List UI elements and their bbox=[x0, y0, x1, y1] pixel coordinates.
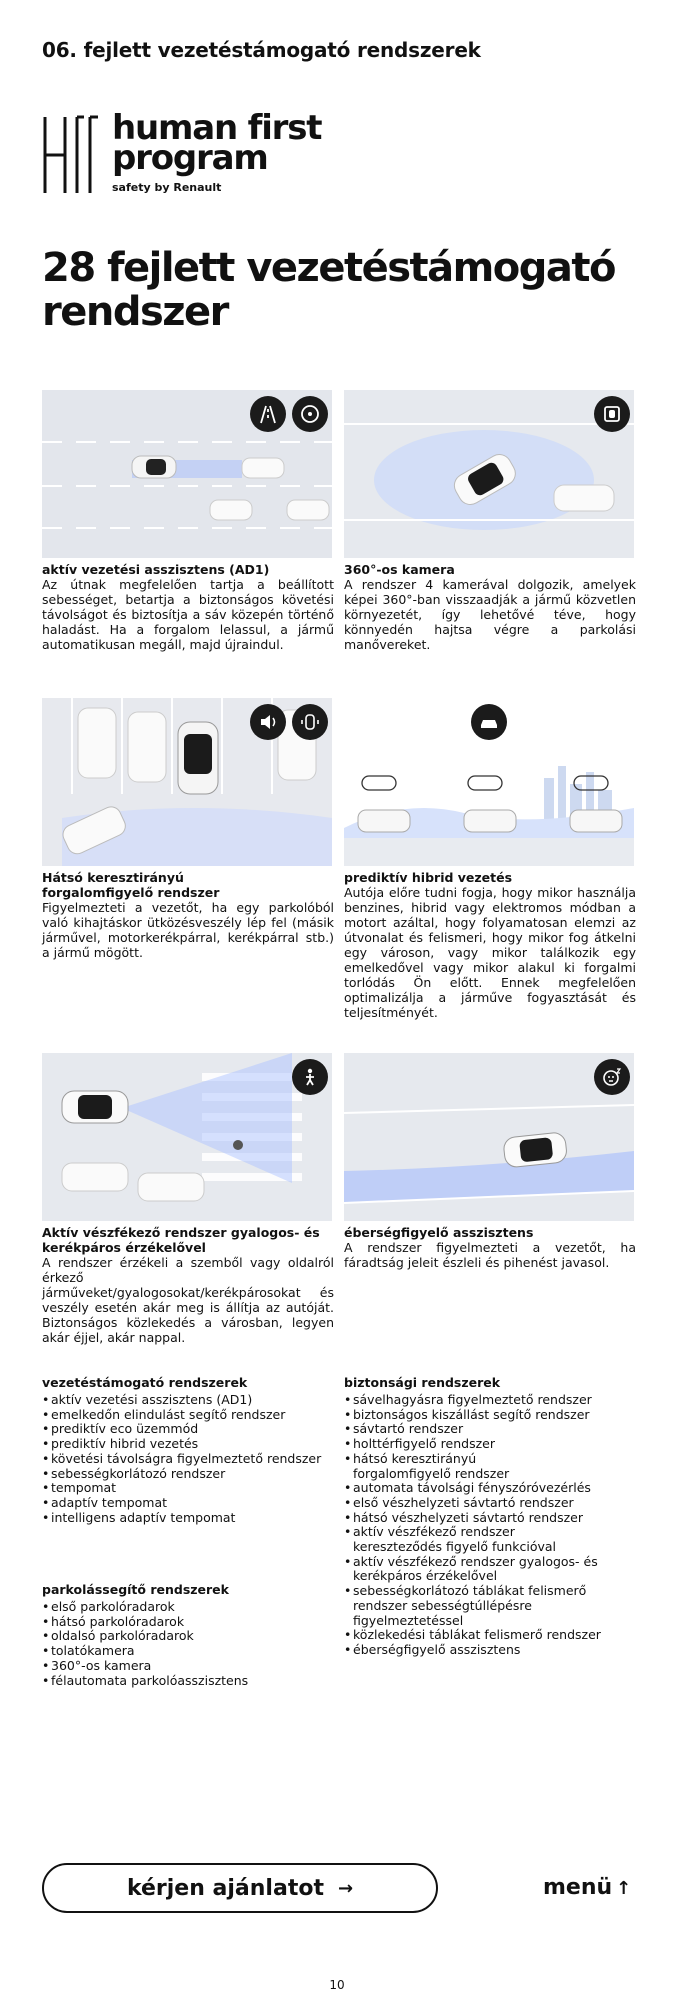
card-image-adas bbox=[42, 390, 332, 558]
list-item: • tolatókamera bbox=[42, 1644, 332, 1659]
list-item: • hátsó parkolóradarok bbox=[42, 1615, 332, 1630]
drowsiness-illustration bbox=[344, 1053, 634, 1221]
highway-illustration bbox=[42, 390, 332, 558]
steering-wheel-icon bbox=[292, 396, 328, 432]
card-image-360-camera bbox=[344, 390, 634, 558]
list-item: • prediktív hibrid vezetés bbox=[42, 1437, 332, 1452]
request-offer-label: kérjen ajánlatot bbox=[126, 1875, 324, 1901]
card-image-hybrid bbox=[344, 698, 634, 866]
reversing-car-icon bbox=[178, 722, 218, 794]
list-item: • félautomata parkolóasszisztens bbox=[42, 1674, 332, 1689]
arrow-right-icon: → bbox=[337, 1877, 354, 1899]
list-item: • adaptív tempomat bbox=[42, 1496, 332, 1511]
card-title: Aktív vészfékező rendszer gyalogos- és kerékpáros érzékelővel bbox=[42, 1225, 320, 1255]
page-title: 28 fejlett vezetéstámogató rendszer bbox=[42, 245, 616, 335]
list-item: • holttérfigyelő rendszer bbox=[344, 1437, 636, 1452]
list-item: • sebességkorlátozó rendszer bbox=[42, 1467, 332, 1482]
card-text: A rendszer figyelmezteti a vezetőt, ha fáradtság jeleit észleli és pihenést javasol. bbox=[344, 1240, 636, 1270]
list-title-parking: parkolássegítő rendszerek bbox=[42, 1582, 229, 1597]
list-item: • oldalsó parkolóradarok bbox=[42, 1629, 332, 1644]
card-text: A rendszer érzékeli a szemből vagy oldalról érkező járműveket/gyalogosokat/kerékpárosokat és veszély esetén akár meg is állítja az autóját. Biztonságos közlekedés a városban, legyen akár éjjel, akár nappal. bbox=[42, 1255, 334, 1345]
list-item: • hátsó vészhelyzeti sávtartó rendszer bbox=[344, 1511, 636, 1526]
arrow-up-icon: ↑ bbox=[616, 1878, 632, 1899]
parking-list bbox=[42, 1600, 332, 1688]
card-title: Hátsó keresztirányú forgalomfigyelő rendszer bbox=[42, 870, 220, 900]
list-title-driving: vezetéstámogató rendszerek bbox=[42, 1375, 248, 1390]
card-title: 360°-os kamera bbox=[344, 562, 455, 577]
safety-list bbox=[344, 1393, 636, 1658]
list-item: • közlekedési táblákat felismerő rendszer bbox=[344, 1628, 636, 1643]
list-item: • sávtartó rendszer bbox=[344, 1422, 636, 1437]
list-item: • aktív vezetési asszisztens (AD1) bbox=[42, 1393, 332, 1408]
driver-assist-icon bbox=[250, 396, 286, 432]
menu-link[interactable] bbox=[543, 1875, 631, 1900]
list-item: • sebességkorlátozó táblákat felismerő rendszer sebességtúllépésre figyelmeztetéssel bbox=[344, 1584, 614, 1628]
list-item: • követési távolságra figyelmeztető rendszer bbox=[42, 1452, 322, 1467]
car-main-icon bbox=[132, 456, 176, 478]
car-braking-icon bbox=[62, 1091, 128, 1123]
list-item: • hátsó keresztirányú forgalomfigyelő rendszer bbox=[344, 1452, 524, 1481]
card-text: Az útnak megfelelően tartja a beállított sebességet, betartja a biztonságos követési távolságot és biztosítja a sáv közepén történő haladást. Ha a forgalom lelassul, a jármű automatikusan megáll, majd újraindul. bbox=[42, 577, 334, 652]
section-title: 06. fejlett vezetéstámogató rendszerek bbox=[42, 38, 481, 62]
pedestrian-illustration bbox=[42, 1053, 332, 1221]
card-image-emergency-brake bbox=[42, 1053, 332, 1221]
card-text: Autója előre tudni fogja, hogy mikor használja benzines, hibrid vagy elektromos módban a motort azáltal, hogy folyamatosan elemzi az útvonalat és felismeri, hogy mikor fog átkelni egy városon, vagy mikor találkozik egy emelkedővel vagy mikor alakul ki forgalmi torlódás Ön előtt. Ennek megfelelően optimalizálja a járműve fogyasztását és teljesítményét. bbox=[344, 885, 636, 1020]
card-image-drowsiness bbox=[344, 1053, 634, 1221]
logo-line1: human first bbox=[112, 108, 322, 148]
list-item: • első parkolóradarok bbox=[42, 1600, 332, 1615]
car-icon bbox=[471, 704, 507, 740]
list-item: • aktív vészfékező rendszer gyalogos- és kerékpáros érzékelővel bbox=[344, 1555, 630, 1584]
car-lane-icon bbox=[503, 1132, 568, 1168]
logo-line2: program bbox=[112, 138, 268, 178]
human-first-logo bbox=[42, 108, 342, 195]
menu-label: menü bbox=[543, 1875, 613, 1900]
rear-traffic-icon bbox=[292, 704, 328, 740]
list-item: • prediktív eco üzemmód bbox=[42, 1422, 332, 1437]
list-title-safety: biztonsági rendszerek bbox=[344, 1375, 501, 1390]
card-text: Figyelmezteti a vezetőt, ha egy parkolóból való kihajtáskor ütközésveszély lép fel (másik járművel, motorkerékpárral, kerékpárral stb.) a jármű mögött. bbox=[42, 900, 334, 960]
page-number: 10 bbox=[329, 1978, 345, 1992]
card-title: aktív vezetési asszisztens (AD1) bbox=[42, 562, 270, 577]
list-item: • tempomat bbox=[42, 1481, 332, 1496]
list-item: • intelligens adaptív tempomat bbox=[42, 1511, 332, 1526]
parking-illustration bbox=[42, 698, 332, 866]
card-text: A rendszer 4 kamerával dolgozik, amelyek képei 360°-ban visszaadják a jármű közvetlen környezetét, így lehetővé téve, hogy könnyedén hajtsa végre a parkolási manővereket. bbox=[344, 577, 636, 652]
card-image-rear-traffic bbox=[42, 698, 332, 866]
sound-icon bbox=[250, 704, 286, 740]
list-item: • emelkedőn elindulást segítő rendszer bbox=[42, 1408, 332, 1423]
pedestrian-icon bbox=[292, 1059, 328, 1095]
list-item: • automata távolsági fényszóróvezérlés bbox=[344, 1481, 636, 1496]
card-title: éberségfigyelő asszisztens bbox=[344, 1225, 534, 1240]
hf-logo-icon bbox=[42, 115, 100, 195]
driving-list bbox=[42, 1393, 332, 1525]
drowsy-face-icon bbox=[594, 1059, 630, 1095]
list-item: • aktív vészfékező rendszer kereszteződés figyelő funkcióval bbox=[344, 1525, 574, 1554]
request-offer-button[interactable] bbox=[42, 1863, 438, 1913]
list-item: • első vészhelyzeti sávtartó rendszer bbox=[344, 1496, 636, 1511]
list-item: • sávelhagyásra figyelmeztető rendszer bbox=[344, 1393, 636, 1408]
logo-subtitle: safety by Renault bbox=[112, 181, 222, 194]
card-title: prediktív hibrid vezetés bbox=[344, 870, 513, 885]
list-item: • éberségfigyelő asszisztens bbox=[344, 1643, 636, 1658]
camera-360-icon bbox=[594, 396, 630, 432]
list-item: • biztonságos kiszállást segítő rendszer bbox=[344, 1408, 636, 1423]
list-item: • 360°-os kamera bbox=[42, 1659, 332, 1674]
camera-360-illustration bbox=[344, 390, 634, 558]
